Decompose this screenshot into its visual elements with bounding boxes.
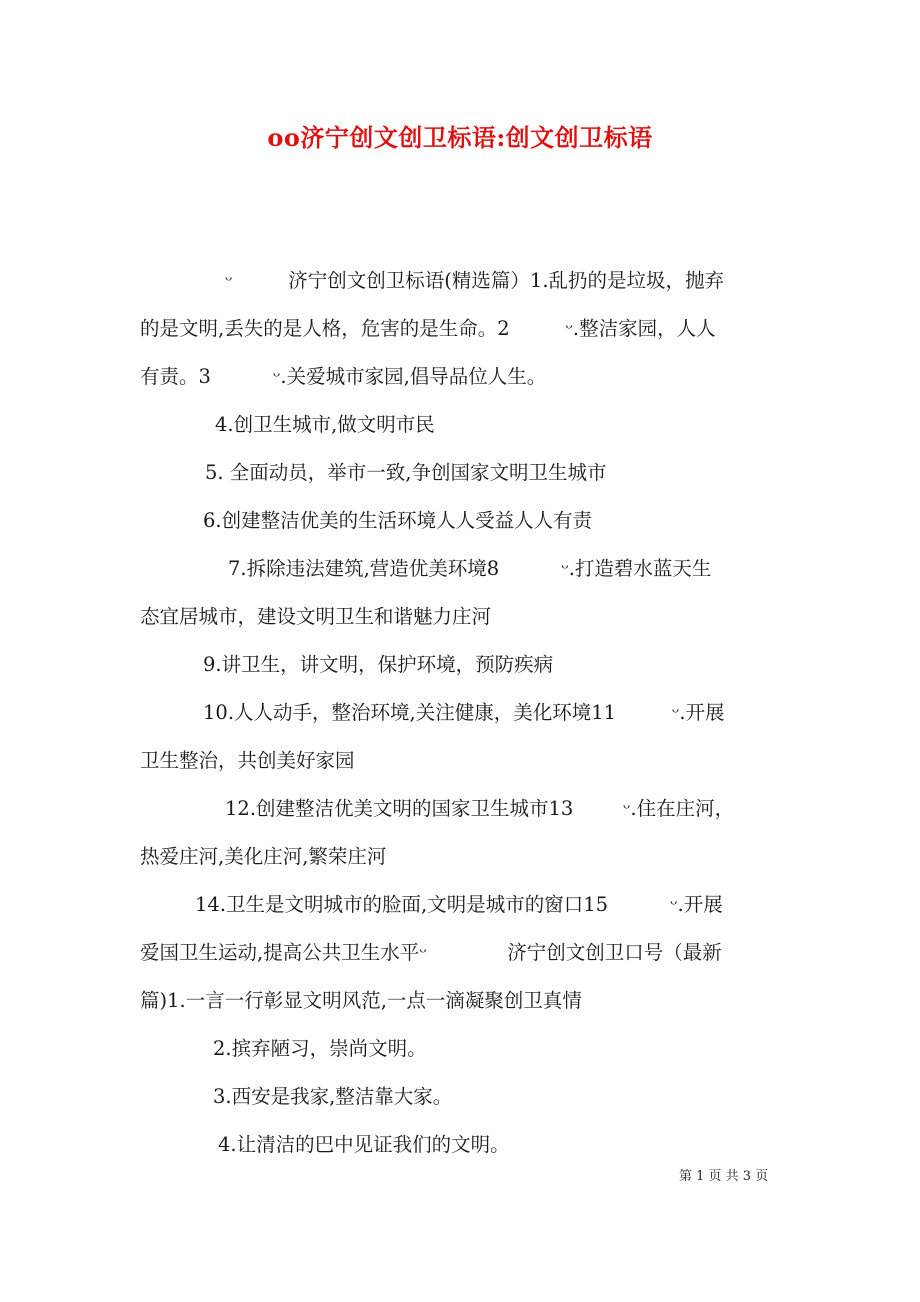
body-line: 6.创建整洁优美的生活环境人人受益人人有责 xyxy=(203,509,593,532)
body-line: 7.拆除违法建筑,营造优美环境8 ᵕ.打造碧水蓝天生 xyxy=(228,557,712,580)
body-line: 态宜居城市，建设文明卫生和谐魅力庄河 xyxy=(140,605,492,628)
page-footer: 第 1 页 共 3 页 xyxy=(679,1169,769,1184)
body-line: ᵕ 济宁创文创卫标语(精选篇）1.乱扔的是垃圾，抛弃 xyxy=(225,269,725,292)
body-line: 卫生整治，共创美好家园 xyxy=(140,749,355,772)
body-line: 爱国卫生运动,提高公共卫生水平ᵕ 济宁创文创卫口号（最新 xyxy=(140,941,722,964)
body-line: 有责。3 ᵕ.关爱城市家园,倡导品位人生。 xyxy=(140,365,547,388)
body-line: 的是文明,丢失的是人格，危害的是生命。2 ᵕ.整洁家园，人人 xyxy=(140,317,716,340)
body-line: 10.人人动手，整治环境,关注健康，美化环境11 ᵕ.开展 xyxy=(203,701,725,724)
body-line: 热爱庄河,美化庄河,繁荣庄河 xyxy=(140,845,387,868)
body-line: 14.卫生是文明城市的脸面,文明是城市的窗口15 ᵕ.开展 xyxy=(195,893,723,916)
body-line: 5. 全面动员，举市一致,争创国家文明卫生城市 xyxy=(205,461,607,484)
body-line: 9.讲卫生，讲文明，保护环境，预防疾病 xyxy=(203,653,554,676)
page-title: ᴏᴏ济宁创文创卫标语:创文创卫标语 xyxy=(267,123,653,152)
body-line: 篇)1.一言一行彰显文明风范,一点一滴凝聚创卫真情 xyxy=(140,989,582,1012)
body-line: 4.让清洁的巴中见证我们的文明。 xyxy=(218,1133,510,1156)
body-line: 3.西安是我家,整洁靠大家。 xyxy=(213,1085,453,1108)
body-line: 2.摈弃陋习，崇尚文明。 xyxy=(213,1037,427,1060)
body-line: 4.创卫生城市,做文明市民 xyxy=(215,413,435,436)
body-line: 12.创建整洁优美文明的国家卫生城市13 ᵕ.住在庄河， xyxy=(225,797,735,820)
